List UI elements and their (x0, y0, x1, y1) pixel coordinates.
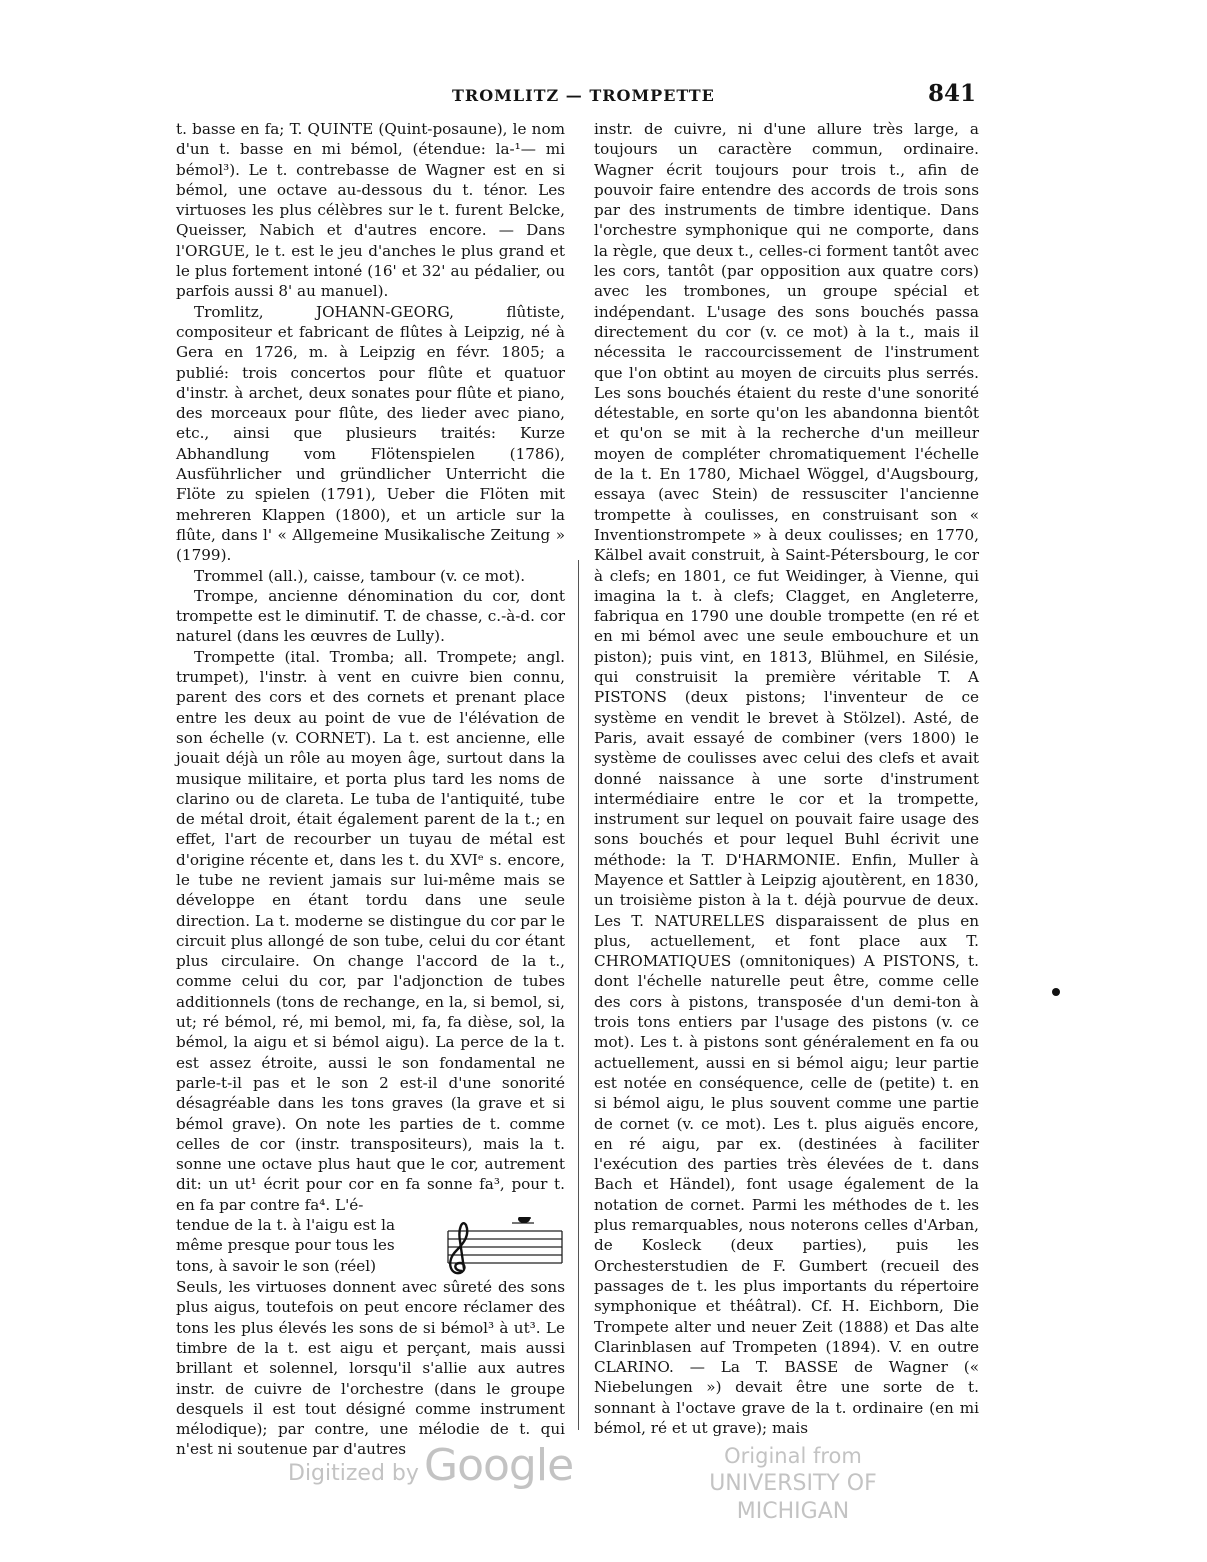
entry-trompette: Trompette (ital. Tromba; all. Trompete; angl. trumpet), l'instr. à vent en cuivre bien connu, parent des cors et des cornets et prenant place entre les deux au point de vue de l'élévation de son échelle (v. CORNET). La t. est ancienne, elle jouait déjà un rôle au moyen âge, surtout dans la musique militaire, et porta plus tard les noms de clarino ou de clareta. Le tuba de l'antiquité, tube de métal droit, était également parent de la t.; en effet, l'art de recourber un tuyau de métal est d'origine récente et, dans les t. du XVIᵉ s. encore, le tube ne revient jamais sur lui-même mais se développe en étant tordu dans une seule direction. La t. moderne se distingue du cor par le circuit plus allongé de son tube, celui du cor étant plus circulaire. On change l'accord de la t., comme celui du cor, par l'adjonction de tubes additionnels (tons de rechange, en la, si bemol, si, ut; ré bémol, ré, mi bemol, mi, fa, fa dièse, sol, la bémol, la aigu et si bémol aigu). La perce de la t. est assez étroite, aussi le son fondamental ne parle-t-il pas et le son 2 est-il d'une sonorité désagréable dans les tons graves (la grave et si bémol grave). On note les parties de t. comme celles de cor (instr. transpositeurs), mais la t. sonne une octave plus haut que le cor, autrement dit: un ut¹ écrit pour cor en fa sonne fa³, pour t. en fa par contre fa⁴. L'é- (176, 647, 565, 1214)
entry-trompe: Trompe, ancienne dénomination du cor, dont trompette est le diminutif. T. de chasse, c.-à-d. cor naturel (dans les œuvres de Lully). (176, 586, 565, 646)
original-from-watermark (668, 1442, 918, 1526)
staff-text-line: même presque pour tous les (176, 1236, 395, 1255)
entry-tromlitz: Tromlitz, JOHANN-GEORG, flûtiste, compositeur et fabricant de flûtes à Leipzig, né à Gera en 1726, m. à Leipzig en févr. 1805; a publié: trois concertos pour flûte et quatuor d'instr. à archet, deux sonates pour flûte et piano, des morceaux pour flûte, des lieder avec piano, etc., ainsi que plusieurs traités: Kurze Abhandlung vom Flötenspielen (1786), Ausführlicher und gründlicher Unterricht die Flöte zu spielen (1791), Ueber die Flöten mit mehreren Klappen (1800), et un article sur la flûte, dans l' « Allgemeine Musikalische Zeitung » (1799). (176, 302, 565, 565)
entry-trommel: Trommel (all.), caisse, tambour (v. ce mot). (194, 566, 526, 585)
page-number: 841 (927, 80, 976, 107)
running-title: TROMLITZ — TROMPETTE (452, 86, 715, 105)
digitized-prefix: Digitized by (288, 1461, 419, 1486)
original-from-line: Original from (724, 1444, 862, 1468)
right-column (594, 119, 979, 1438)
music-staff-figure (440, 1217, 565, 1275)
ink-mark (1052, 988, 1060, 996)
staff-text-line: tendue de la t. à l'aigu est la (176, 1216, 396, 1235)
staff-text (176, 1215, 434, 1276)
left-column (176, 119, 565, 1460)
staff-block (176, 1215, 565, 1277)
paragraph-trombone-end: t. basse en fa; T. QUINTE (Quint-posaune), le nom d'un t. basse en mi bémol, (étendue: la-¹— mi bémol³). Le t. contrebasse de Wagner est en si bémol, une octave au-dessous du t. ténor. Les virtuoses les plus célèbres sur le t. furent Belcke, Queisser, Nabich et d'autres encore. — Dans l'ORGUE, le t. est le jeu d'anches le plus grand et le plus fortement intoné (16' et 32' au pédalier, ou parfois aussi 8' au manuel). (176, 120, 565, 301)
running-header (176, 80, 986, 110)
staff-text-line: tons, à savoir le son (réel) (176, 1256, 377, 1275)
digitized-by-watermark (288, 1440, 573, 1491)
paragraph-trompette-right: instr. de cuivre, ni d'une allure très large, a toujours un caractère commun, ordinaire. Wagner écrit toujours pour trois t., afin de pouvoir faire entendre des accords de trois sons par des instruments de timbre identique. Dans l'orchestre symphonique qui ne comporte, dans la règle, que deux t., celles-ci forment tantôt avec les cors, tantôt (par opposition aux quatre cors) avec les trombones, un groupe spécial et indépendant. L'usage des sons bouchés passa directement du cor (v. ce mot) à la t., mais il nécessita le raccourcissement de l'instrument que l'on obtint au moyen de circuits plus serrés. Les sons bouchés étaient du reste d'une sonorité détestable, en sorte qu'on les abandonna bientôt et qu'on se mit à la recherche d'un meilleur moyen de compléter chromatiquement l'échelle de la t. En 1780, Michael Wöggel, d'Augsbourg, essaya (avec Stein) de ressusciter l'ancienne trompette à coulisses, en construisant son « Inventionstrompete » à deux coulisses; en 1770, Kälbel avait construit, à Saint-Pétersbourg, le cor à clefs; en 1801, ce fut Weidinger, à Vienne, qui imagina la t. à clefs; Clagget, en Angleterre, fabriqua en 1790 une double trompette (en ré et en mi bémol avec une seule embouchure et un piston); puis vint, en 1813, Blühmel, en Silésie, qui construisit la première véritable T. A PISTONS (deux pistons; l'inventeur de ce système en vendit le brevet à Stölzel). Asté, de Paris, avait essayé de combiner (vers 1800) le système de coulisses avec celui des clefs et avait donné naissance à une sorte d'instrument intermédiaire entre le cor et la trompette, instrument sur lequel on pouvait faire usage des sons bouchés et pour lequel Buhl écrivit une méthode: la T. D'HARMONIE. Enfin, Muller à Mayence et Sattler à Leipzig ajoutèrent, en 1830, un troisième piston à la t. déjà pourvue de deux. Les T. NATURELLES disparaissent de plus en plus, actuellement, et font place aux T. CHROMATIQUES (omnitoniques) A PISTONS, t. dont l'échelle naturelle peut être, comme celle des cors à pistons, transposée d'un demi-ton à trois tons entiers par l'usage des pistons (v. ce mot). Les t. à pistons sont généralement en fa ou actuellement, aussi en si bémol aigu; leur partie est notée en conséquence, celle de (petite) t. en si bémol aigu, le plus souvent comme une partie de cornet (v. ce mot). Les t. plus aiguës encore, en ré aigu, par ex. (destinées à faciliter l'exécution des parties très élevées de t. dans Bach et Händel), font usage également de la notation de cornet. Parmi les méthodes de t. les plus remarquables, nous noterons celles d'Arban, de Kosleck (deux parties), puis les Orchesterstudien de F. Gumbert (recueil des passages de t. les plus importants du répertoire symphonique et théâtral). Cf. H. Eichborn, Die Trompete alter und neuer Zeit (1888) et Das alte Clarinblasen auf Trompeten (1894). V. en outre CLARINO. — La T. BASSE de Wagner (« Niebelungen ») devait être une sorte de t. sonnant à l'octave grave de la t. ordinaire (en mi bémol, ré et ut grave); mais (594, 120, 979, 1437)
university-line: UNIVERSITY OF MICHIGAN (709, 1471, 877, 1524)
google-logo: Google (424, 1440, 574, 1491)
column-divider (578, 560, 579, 1430)
note-head-icon (518, 1217, 530, 1223)
paragraph-trompette-cont: Seuls, les virtuoses donnent avec sûreté des sons plus aigus, toutefois on peut encore réclamer des tons les plus élevés les sons de si bémol³ à ut³. Le timbre de la t. est aigu et perçant, mais aussi brillant et solennel, lorsqu'il s'allie aux autres instr. de cuivre de l'orchestre (dans le groupe desquels il est tout désigné comme instrument mélodique); par contre, une mélodie de t. qui n'est ni soutenue par d'autres (176, 1278, 565, 1459)
